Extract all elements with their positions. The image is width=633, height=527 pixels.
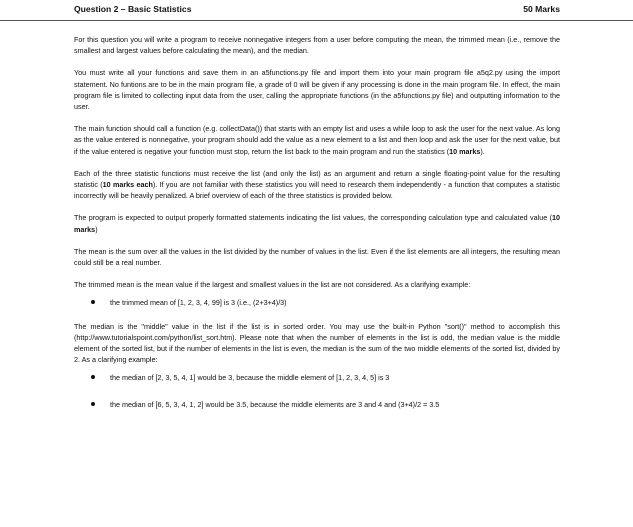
bullet-icon xyxy=(91,402,95,406)
intro-paragraph: For this question you will write a program to receive nonnegative integers from a user before computing the mean, the trimmed mean (i.e., remove the smallest and largest values before calculating the mean), and the median. xyxy=(74,35,560,56)
question-title: Question 2 – Basic Statistics xyxy=(74,4,192,14)
trimmed-mean-examples xyxy=(74,297,560,308)
trimmed-mean-paragraph: The trimmed mean is the mean value if the largest and smallest values in the list are not considered. As a clarifying example: xyxy=(74,280,471,290)
page-header xyxy=(0,0,633,21)
statistics-paragraph xyxy=(74,168,560,202)
list-item-text: the median of [6, 5, 3, 4, 1, 2] would be 3.5, because the middle elements are 3 and 4 and (3+4)/2 = 3.5 xyxy=(110,399,440,409)
mean-paragraph: The mean is the sum over all the values in the list divided by the number of values in the list. Even if the list elements are all integers, the resulting mean could still be a real number. xyxy=(74,246,560,268)
main-function-marks: 10 marks xyxy=(449,146,481,156)
median-examples xyxy=(74,372,560,409)
main-function-text: The main function should call a function (e.g. collectData()) that starts with an empty list and uses a while loop to ask the user for the next value. As long as the value entered is nonnegative, your program should add the value as a new element to a list and then loop and ask the user for the next value, but if the value entered is negative your function must stop, return the list back to the main program and run the statistics ( xyxy=(74,124,560,156)
bullet-icon xyxy=(91,375,95,379)
question-body xyxy=(74,34,560,422)
bullet-icon xyxy=(91,300,95,304)
output-paragraph xyxy=(74,212,560,234)
statistics-text-after: ). If you are not familiar with these statistics you will need to research them independently - a function that computes a statistic incorrectly will be heavily penalized. A brief overview of each of the three statistics is provided below. xyxy=(74,180,560,201)
list-item xyxy=(74,399,560,410)
main-function-paragraph xyxy=(74,123,560,157)
question-marks: 50 Marks xyxy=(523,4,560,14)
output-text: The program is expected to output properly formatted statements indicating the list values, the corresponding calculation type and calculated value ( xyxy=(74,213,552,223)
list-item-text: the trimmed mean of [1, 2, 3, 4, 99] is 3 (i.e., (2+3+4)/3) xyxy=(110,298,287,308)
list-item-text: the median of [2, 3, 5, 4, 1] would be 3, because the middle element of [1, 2, 3, 4, 5] is 3 xyxy=(110,373,390,383)
files-paragraph: You must write all your functions and save them in an a5functions.py file and import them into your main program file a5q2.py using the import statement. No funtions are to be in the main program file, a grade of 0 will be given if any processing is done in the main program file. In effect, the main program file is limited to collecting input data from the user, calling the appropriate functions (in the a5functions.py file) and outputting information to the user. xyxy=(74,68,560,112)
main-function-end: ). xyxy=(480,146,485,156)
output-end: ) xyxy=(95,224,98,234)
list-item xyxy=(74,297,560,308)
statistics-text-before: Each of the three statistic functions must receive the list (and only the list) as an argument and return a single floating-point value for the resulting statistic ( xyxy=(74,168,560,190)
output-marks: 10 marks xyxy=(74,213,560,234)
statistics-marks: 10 marks each xyxy=(102,180,153,190)
median-paragraph: The median is the "middle" value in the list if the list is in sorted order. You may use the built-in Python "sort()" method to accomplish this (http://www.tutorialspoint.com/python/list_sort.htm). Please note that when the number of elements in the list is odd, the median value is the middle element of the sorted list, but if the number of elements in the list is even, the median is the sum of the two middle elements of the sorted list, divided by 2. As a clarifying example: xyxy=(74,321,560,365)
list-item xyxy=(74,372,560,383)
